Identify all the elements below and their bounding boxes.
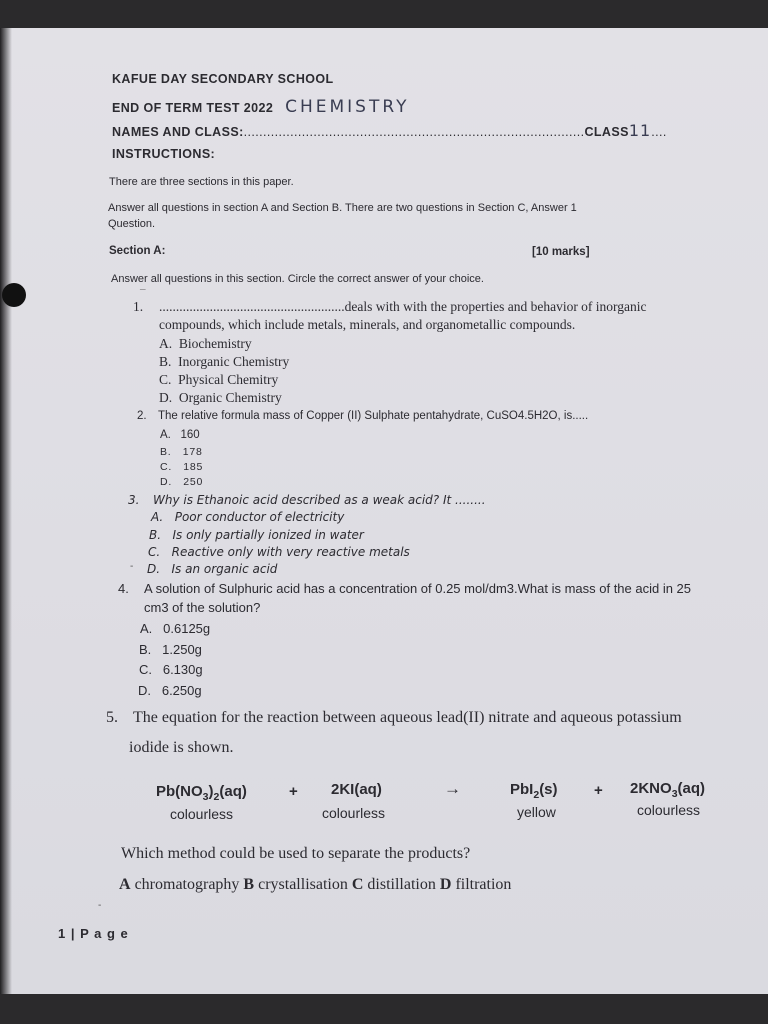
question-5-prompt: Which method could be used to separate the products? xyxy=(121,845,471,862)
equation-reactant-2-colour: colourless xyxy=(322,805,386,821)
question-2-option-d[interactable]: D. 250 xyxy=(160,476,204,488)
punch-hole xyxy=(2,283,26,307)
question-4-number: 4. xyxy=(118,581,129,596)
question-3-line-1: Why is Ethanoic acid described as a weak acid? It ........ xyxy=(153,493,486,507)
question-4-option-b[interactable]: B. 1.250g xyxy=(139,642,202,657)
question-5-option-c[interactable]: C distillation xyxy=(351,876,436,893)
question-3-option-d[interactable]: D. Is an organic acid xyxy=(147,562,278,576)
question-1-option-b[interactable]: B. Inorganic Chemistry xyxy=(159,354,290,369)
question-5-options xyxy=(119,876,511,894)
class-label: CLASS xyxy=(584,125,629,139)
question-5-option-b[interactable]: B crystallisation xyxy=(243,876,348,893)
question-4-option-a[interactable]: A. 0.6125g xyxy=(140,621,211,636)
equation-product-1-colour: yellow xyxy=(517,804,556,820)
school-name: KAFUE DAY SECONDARY SCHOOL xyxy=(112,72,334,86)
page-footer xyxy=(58,926,129,941)
question-1-number: 1. xyxy=(133,299,144,314)
paper-edge-shadow xyxy=(0,28,12,994)
question-1-line-2: compounds, which include metals, minerals, and organometallic compounds. xyxy=(159,317,576,332)
pencil-mark: ¯ xyxy=(140,289,146,300)
section-marks: [10 marks] xyxy=(532,246,590,258)
equation-plus-1: + xyxy=(289,783,298,800)
pencil-dot-mark: - xyxy=(98,900,102,911)
pencil-dash-mark: - xyxy=(130,561,134,572)
question-3-option-c[interactable]: C. Reactive only with very reactive metals xyxy=(148,545,410,559)
equation-arrow: → xyxy=(444,779,461,798)
question-5-number: 5. xyxy=(106,709,118,726)
page-number: 1 xyxy=(58,926,67,941)
section-title: Section A: xyxy=(109,245,166,257)
instruction-2a: Answer all questions in section A and Section B. There are two questions in Section C, Answer 1 xyxy=(108,202,577,214)
question-1-line-1: .......................................................deals with with the properties and behavior of inorganic xyxy=(159,299,647,314)
question-4-line-1: A solution of Sulphuric acid has a concentration of 0.25 mol/dm3.What is mass of the acid in 25 xyxy=(144,581,692,596)
question-2-option-a[interactable]: A. 160 xyxy=(160,429,200,441)
class-dots: .... xyxy=(651,125,667,139)
page-label: | P a g e xyxy=(70,926,129,941)
names-and-class-line xyxy=(112,121,667,140)
test-title xyxy=(112,97,409,117)
equation-reactant-1: $Pb(NO_3)_2(aq)$ xyxy=(156,783,247,803)
question-4-line-2: cm3 of the solution? xyxy=(144,600,261,615)
names-dots: ........................................................................................ xyxy=(243,125,585,139)
question-4-option-d[interactable]: D. 6.250g xyxy=(138,683,202,698)
class-value-handwritten: 11 xyxy=(628,121,652,140)
question-5-option-a[interactable]: A chromatography xyxy=(119,876,240,893)
question-1-option-c[interactable]: C. Physical Chemitry xyxy=(159,372,279,387)
equation-plus-2: + xyxy=(594,782,603,799)
question-2-number: 2. xyxy=(137,410,147,422)
instruction-1: There are three sections in this paper. xyxy=(109,176,294,188)
question-5-line-1: The equation for the reaction between aqueous lead(II) nitrate and aqueous potassium xyxy=(133,709,682,726)
equation-product-1: PbI$_2$(s) xyxy=(510,781,558,801)
instructions-label: INSTRUCTIONS: xyxy=(112,147,216,161)
question-5-line-2: iodide is shown. xyxy=(129,739,234,756)
equation-product-2-colour: colourless xyxy=(637,802,701,818)
question-1-option-a[interactable]: A. Biochemistry xyxy=(159,336,252,351)
question-2-line-1: The relative formula mass of Copper (II) Sulphate pentahydrate, CuSO4.5H2O, is..... xyxy=(158,410,589,422)
question-4-option-c[interactable]: C. 6.130g xyxy=(139,662,203,677)
question-2-option-c[interactable]: C. 185 xyxy=(160,461,204,473)
subject-handwritten: CHEMISTRY xyxy=(285,97,410,117)
section-instruction: Answer all questions in this section. Circle the correct answer of your choice. xyxy=(111,273,484,285)
exam-paper xyxy=(0,28,768,994)
instruction-2b: Question. xyxy=(108,218,156,230)
question-1-option-d[interactable]: D. Organic Chemistry xyxy=(159,390,282,405)
equation-reactant-1-colour: colourless xyxy=(170,806,234,822)
names-label: NAMES AND CLASS: xyxy=(112,125,244,139)
test-title-text: END OF TERM TEST 2022 xyxy=(112,101,274,115)
question-3-option-b[interactable]: B. Is only partially ionized in water xyxy=(149,528,364,542)
question-2-option-b[interactable]: B. 178 xyxy=(160,446,203,458)
equation-reactant-2: 2KI(aq) xyxy=(331,781,382,798)
question-3-option-a[interactable]: A. Poor conductor of electricity xyxy=(151,510,345,524)
question-5-option-d[interactable]: D filtration xyxy=(439,876,512,893)
question-3-number: 3. xyxy=(128,493,140,507)
equation-product-2: $2KNO_3(aq)$ xyxy=(630,780,706,800)
